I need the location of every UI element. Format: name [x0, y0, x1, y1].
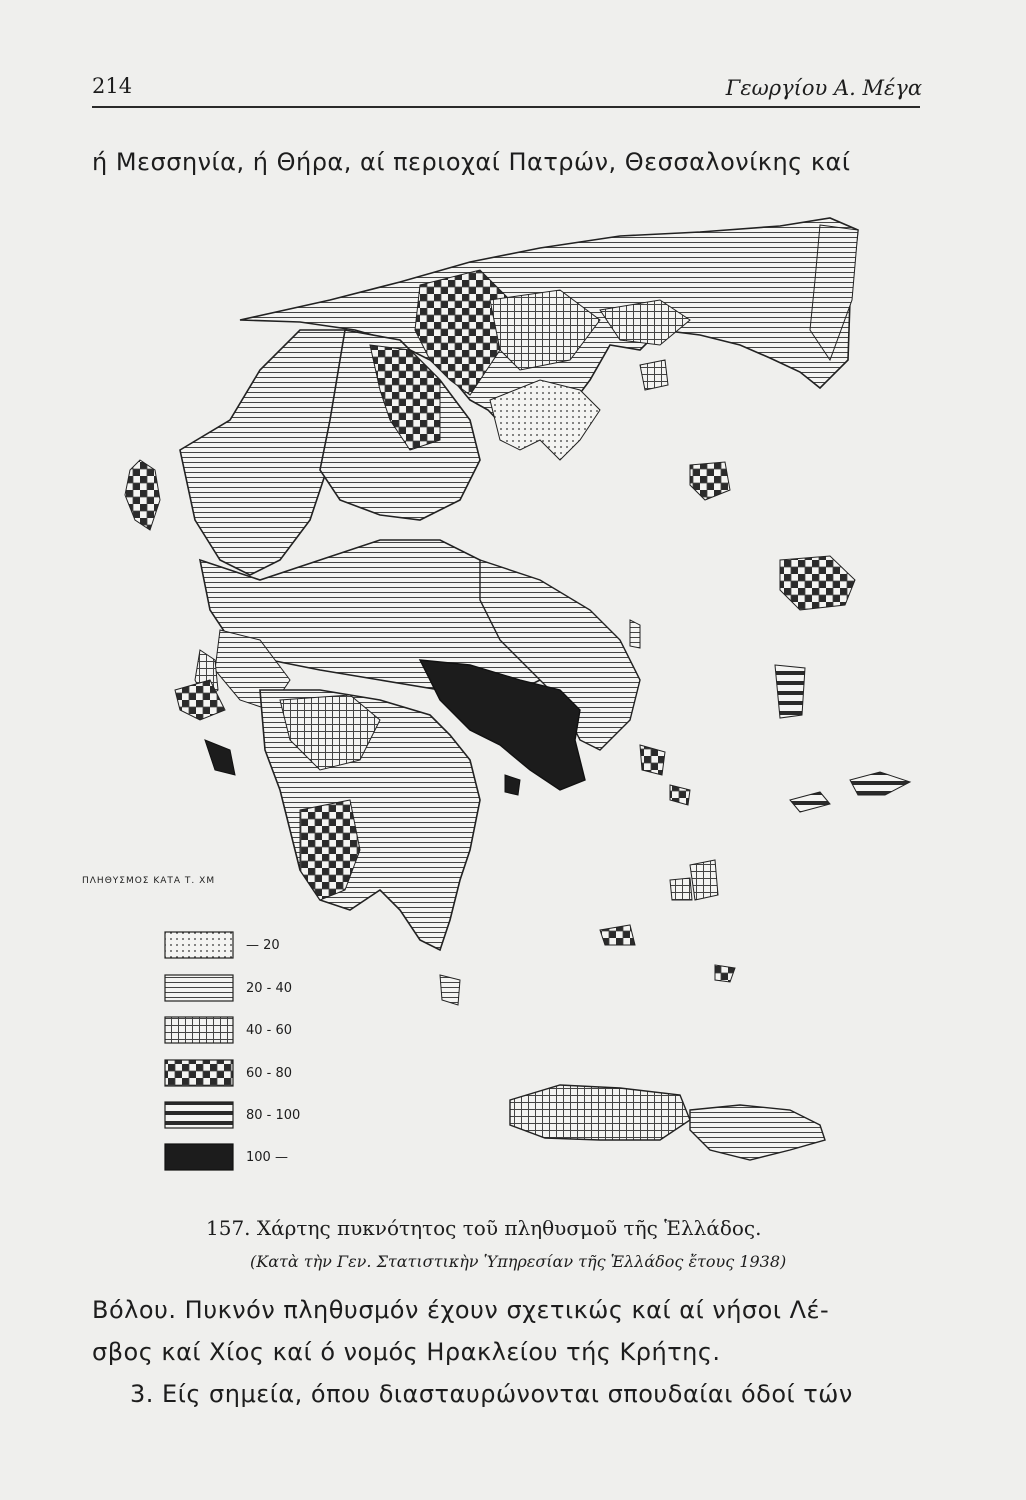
legend-label-checker: 60 - 80	[246, 1066, 293, 1081]
island-andros	[640, 745, 665, 775]
legend-swatch-solid	[165, 1144, 233, 1170]
island-chios	[775, 665, 805, 718]
island-aigina	[505, 775, 520, 795]
island-ikaria	[790, 792, 830, 812]
island-milos	[600, 925, 635, 945]
legend-swatch-dots	[165, 932, 233, 958]
island-kythira	[440, 975, 460, 1005]
legend	[165, 932, 233, 1170]
island-paros	[670, 878, 692, 900]
legend-label-solid: 100 —	[246, 1150, 288, 1165]
island-samos	[850, 772, 910, 795]
body-text-after-2: σβος καί Χίος καί ό νομός Ηρακλείου τής Κρήτης.	[92, 1338, 721, 1366]
island-corfu	[125, 460, 160, 530]
legend-title: ΠΛΗΘΥΣΜΟΣ ΚΑΤΑ Τ. ΧΜ	[82, 876, 216, 886]
legend-swatch-checker	[165, 1060, 233, 1086]
body-text-before: ή Μεσσηνία, ή Θήρα, αί περιοχαί Πατρών, Θεσσαλονίκης καί	[92, 148, 851, 176]
legend-label-grid: 40 - 60	[246, 1023, 293, 1038]
body-text-after-1: Βόλου. Πυκνόν πληθυσμόν έχουν σχετικώς καί αί νήσοι Λέ-	[92, 1296, 830, 1324]
island-thera	[715, 965, 735, 982]
body-text-after-3: 3. Είς σημεία, όπου διασταυρώνονται σπουδαίαι όδοί τών	[130, 1380, 853, 1408]
legend-swatch-lines	[165, 975, 233, 1001]
page-number: 214	[92, 74, 133, 98]
island-naxos	[690, 860, 718, 900]
island-lesvos	[780, 556, 855, 610]
figure-source: (Κατὰ τὴν Γεν. Στατιστικὴν Ὑπηρεσίαν τῆς Ἑλλάδος ἔτους 1938)	[250, 1252, 787, 1271]
legend-swatch-bands	[165, 1102, 233, 1128]
region-crete-east	[690, 1105, 825, 1160]
running-head: Γεωργίου Α. Μέγα	[725, 76, 922, 100]
island-lemnos	[690, 462, 730, 500]
legend-label-dots: — 20	[246, 938, 280, 953]
legend-label-lines: 20 - 40	[246, 981, 293, 996]
island-tinos	[670, 785, 690, 805]
figure-caption: 157. Χάρτης πυκνότητος τοῦ πληθυσμοῦ τῆς Ἑλλάδος.	[206, 1216, 762, 1240]
legend-swatch-grid	[165, 1017, 233, 1043]
island-zakynthos	[205, 740, 235, 775]
region-crete-west	[510, 1085, 690, 1140]
island-thasos	[640, 360, 668, 390]
legend-label-bands: 80 - 100	[246, 1108, 301, 1123]
island-skyros	[630, 620, 640, 648]
